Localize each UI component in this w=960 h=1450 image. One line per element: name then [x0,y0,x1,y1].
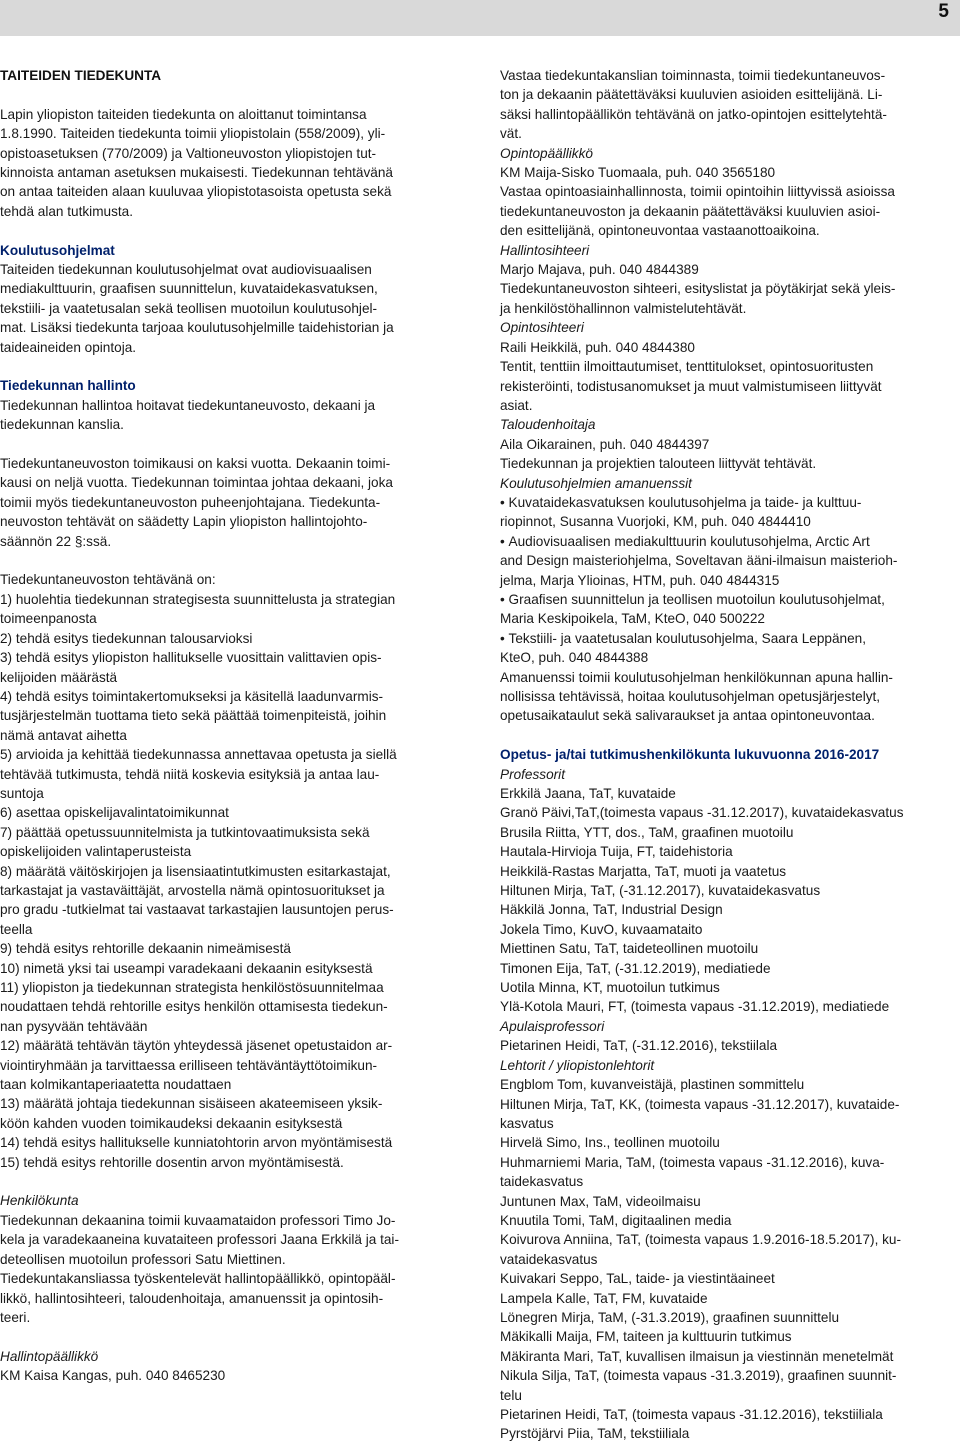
text-line: Miettinen Satu, TaT, taideteollinen muotoilu [500,941,759,957]
text-line: noudattaen tehdä rehtorille esitys henkilön ottamisesta tiedekun- [0,999,388,1015]
left-column [0,66,440,1386]
text-line: 14) tehdä esitys hallitukselle kunniatohtorin arvon myöntämisestä [0,1135,393,1151]
text-line: tusjärjestelmän tuottama tieto sekä päättää toimenpiteistä, joihin [0,708,387,724]
text-line: riopinnot, Susanna Vuorjoki, KM, puh. 040 4844410 [500,514,811,530]
text-line: rekisteröinti, todistusanomukset ja muut valmistumiseen liittyvät [500,378,882,394]
text-line: Juntunen Max, TaM, videoilmaisu [500,1193,701,1209]
subsection-label: Koulutusohjelmien amanuenssit [500,475,692,491]
text-line: Huhmarniemi Maria, TaM, (toimesta vapaus -31.12.2016), kuva- [500,1154,885,1170]
text-line: Knuutila Tomi, TaM, digitaalinen media [500,1212,732,1228]
text-line: säksi hallintopäällikön tehtävänä on jatko-opintojen esittelytehtä- [500,106,887,122]
text-line: 8) määrätä väitöskirjojen ja lisensiaatintutkimusten esitarkastajat, [0,863,391,879]
bullet-item: • Graafisen suunnittelun ja teollisen muotoilun koulutusohjelmat, [500,590,940,609]
text-line: 4) tehdä esitys toimintakertomukseksi ja käsitellä laadunvarmis- [0,688,384,704]
text-line: Uotila Minna, KT, muotoilun tutkimus [500,980,720,996]
text-line: tiedekunnan kanslia. [0,417,124,433]
text-line: Tiedekunnan ja projektien talouteen liittyvät tehtävät. [500,456,817,472]
text-line: köön kahden vuoden toimikaudeksi dekaanin esityksestä [0,1115,343,1131]
text-line: pro gradu -tutkielmat tai vastaavat tarkastajien lausuntojen perus- [0,902,394,918]
text-line: tehdä alan tutkimusta. [0,203,133,219]
text-line: Pietarinen Heidi, TaT, (-31.12.2016), tekstiilala [500,1038,778,1054]
bullet-item: • Tekstiili- ja vaatetusalan koulutusohjelma, Saara Leppänen, [500,629,940,648]
section-heading: Opetus- ja/tai tutkimushenkilökunta lukuvuonna 2016-2017 [500,747,880,763]
subsection-label: Henkilökunta [0,1193,79,1209]
text-line: Tiedekunnan dekaanina toimii kuvaamataidon professori Timo Jo- [0,1212,396,1228]
text-line: likkö, hallintosihteeri, taloudenhoitaja, amanuenssit ja opintosih- [0,1290,384,1306]
text-line: Raili Heikkilä, puh. 040 4844380 [500,339,695,355]
text-line: Vastaa opintoasiainhallinnosta, toimii opintoihin liittyvissä asioissa [500,184,895,200]
text-line: Taiteiden tiedekunnan koulutusohjelmat ovat audiovisuaalisen [0,262,372,278]
text-line: Pyrstöjärvi Piia, TaM, tekstiiliala [500,1426,690,1442]
page-number: 5 [938,1,949,22]
text-line: Engblom Tom, kuvanveistäjä, plastinen sommittelu [500,1077,805,1093]
text-line: 12) määrätä tehtävän täytön yhteydessä jäsenet opetustaidon ar- [0,1038,393,1054]
text-line: Marjo Majava, puh. 040 4844389 [500,262,699,278]
text-line: toimii myös tiedekuntaneuvoston puheenjohtajana. Tiedekunta- [0,494,381,510]
text-line: taan kolmikantaperiaatetta noudattaen [0,1077,232,1093]
text-line: Maria Keskipoikela, TaM, KteO, 040 500222 [500,611,765,627]
subsection-label: Opintosihteeri [500,320,584,336]
text-line: kasvatus [500,1115,554,1131]
text-line: KM Kaisa Kangas, puh. 040 8465230 [0,1368,226,1384]
text-line: tiedekuntaneuvoston ja dekaanin päätettäväksi kuuluvien asioi- [500,203,881,219]
text-line: on antaa taiteiden alaan kuuluvaa yliopistotasoista opetusta sekä [0,184,392,200]
text-line: deteollisen muotoilun professori Satu Miettinen. [0,1251,286,1267]
subsection-label: Apulaisprofessori [500,1018,605,1034]
right-column [500,66,940,1444]
text-line: viointiryhmään ja tarvittaessa erilliseen tehtäväntäyttötoimikun- [0,1057,378,1073]
text-line: Tiedekuntaneuvoston tehtävänä on: [0,572,216,588]
text-line: teella [0,921,33,937]
text-line: opiskelijoiden valintaperusteista [0,844,192,860]
text-line: Häkkilä Jonna, TaT, Industrial Design [500,902,723,918]
text-line: Mäkiranta Mari, TaT, kuvallisen ilmaisun ja viestinnän menetelmät [500,1348,894,1364]
bullet-item: • Kuvataidekasvatuksen koulutusohjelma ja taide- ja kulttuu- [500,493,940,512]
text-line: Tiedekuntakansliassa työskentelevät hallintopäällikkö, opintopääl- [0,1271,396,1287]
text-line: and Design maisteriohjelma, Soveltavan ääni-ilmaisun maisterioh- [500,553,898,569]
text-line: 10) nimetä yksi tai useampi varadekaani dekaanin esityksestä [0,960,373,976]
text-line: opistoasetuksen (770/2009) ja Valtioneuvoston yliopistojen tut- [0,145,377,161]
text-line: suntoja [0,785,44,801]
text-line: asiat. [500,397,533,413]
text-line: nämä antavat aihetta [0,727,127,743]
subsection-label: Opintopäällikkö [500,145,593,161]
text-line: kinnoista antaman asetuksen mukaisesti. Tiedekunnan tehtävänä [0,165,393,181]
text-line: taideaineiden opintoja. [0,339,137,355]
text-line: Lönegren Mirja, TaM, (-31.3.2019), graafinen suunnittelu [500,1309,840,1325]
text-line: KM Maija-Sisko Tuomaala, puh. 040 3565180 [500,165,776,181]
text-line: Hiltunen Mirja, TaT, KK, (toimesta vapaus -31.12.2017), kuvataide- [500,1096,900,1112]
text-line: kelijoiden määrästä [0,669,118,685]
text-line: Hirvelä Simo, Ins., teollinen muotoilu [500,1135,720,1151]
text-line: Lampela Kalle, TaT, FM, kuvataide [500,1290,708,1306]
text-line: KteO, puh. 040 4844388 [500,650,649,666]
text-line: Kuivakari Seppo, TaL, taide- ja viestintäaineet [500,1271,775,1287]
text-line: tekstiili- ja vaatetusalan sekä teollisen muotoilun koulutusohjel- [0,300,378,316]
text-line: den esittelijänä, opintoneuvontaa vastaanottoaikoina. [500,223,820,239]
text-line: 5) arvioida ja kehittää tiedekunnassa annettavaa opetusta ja siellä [0,747,397,763]
text-line: neuvoston tehtävät on säädetty Lapin yliopiston hallintojohto- [0,514,368,530]
text-line: ja henkilöstöhallinnon valmistelutehtävät. [500,300,747,316]
subsection-label: Professorit [500,766,565,782]
text-line: opetusaikataulut sekä salivaraukset ja antaa opintoneuvontaa. [500,708,875,724]
text-line: toimeenpanosta [0,611,97,627]
page-header-bar [0,0,960,36]
text-line: 1.8.1990. Taiteiden tiedekunta toimii yliopistolain (558/2009), yli- [0,126,386,142]
text-line: Koivurova Anniina, TaT, (toimesta vapaus 1.9.2016-18.5.2017), ku- [500,1232,902,1248]
text-line: 1) huolehtia tiedekunnan strategisesta suunnittelusta ja strategian [0,591,396,607]
bullet-item: • Audiovisuaalisen mediakulttuurin koulutusohjelma, Arctic Art [500,532,940,551]
subsection-label: Taloudenhoitaja [500,417,596,433]
text-line: Hiltunen Mirja, TaT, (-31.12.2017), kuvataidekasvatus [500,883,821,899]
subsection-label: Hallintopäällikkö [0,1348,99,1364]
text-line: 13) määrätä johtaja tiedekunnan sisäiseen akateemiseen yksik- [0,1096,383,1112]
text-line: vät. [500,126,522,142]
text-line: Amanuenssi toimii koulutusohjelman henkilökunnan apuna hallin- [500,669,893,685]
section-heading: Tiedekunnan hallinto [0,378,136,394]
text-line: nan pysyvään tehtävään [0,1018,148,1034]
text-line: tarkastajat ja vastaväittäjät, arvostella nämä opintosuoritukset ja [0,882,385,898]
text-line: Mäkikalli Maija, FM, taiteen ja kulttuurin tutkimus [500,1329,792,1345]
section-heading: TAITEIDEN TIEDEKUNTA [0,68,162,83]
text-line: tehtävää tutkimusta, tehdä niitä koskevia esityksiä ja antaa lau- [0,766,380,782]
text-line: 11) yliopiston ja tiedekunnan strategista henkilöstösuunnitelmaa [0,980,384,996]
text-line: nollisissa tehtävissä, hoitaa koulutusohjelman opetusjärjestelyt, [500,689,881,704]
text-line: Nikula Silja, TaT, (toimesta vapaus -31.3.2019), graafinen suunnit- [500,1368,897,1384]
text-line: 3) tehdä esitys yliopiston hallitukselle vuosittain valittavien opis- [0,650,382,666]
text-line: Jokela Timo, KuvO, kuvaamataito [500,921,703,937]
text-line: Lapin yliopiston taiteiden tiedekunta on aloittanut toimintansa [0,106,367,122]
text-line: 2) tehdä esitys tiedekunnan talousarvioksi [0,630,253,646]
text-line: Timonen Eija, TaT, (-31.12.2019), mediatiede [500,960,771,976]
text-line: Ylä-Kotola Mauri, FT, (toimesta vapaus -31.12.2019), mediatiede [500,999,890,1015]
text-line: mat. Lisäksi tiedekunta tarjoaa koulutusohjelmille taidehistorian ja [0,320,394,336]
text-line: mediakulttuurin, graafisen suunnittelun, kuvataidekasvatuksen, [0,281,378,297]
text-line: Tentit, tenttiin ilmoittautumiset, tenttitulokset, opintosuoritusten [500,359,874,375]
section-heading: Koulutusohjelmat [0,242,115,258]
text-line: 7) päättää opetussuunnitelmista ja tutkintovaatimuksista sekä [0,824,370,840]
text-line: Brusila Riitta, YTT, dos., TaM, graafinen muotoilu [500,824,794,840]
text-line: Granö Päivi,TaT,(toimesta vapaus -31.12.2017), kuvataidekasvatus [500,805,904,821]
text-line: Heikkilä-Rastas Marjatta, TaT, muoti ja vaatetus [500,863,787,879]
text-line: 15) tehdä esitys rehtorille dosentin arvon myöntämisestä. [0,1154,344,1170]
text-line: Hautala-Hirvioja Tuija, FT, taidehistoria [500,844,733,860]
text-line: Vastaa tiedekuntakanslian toiminnasta, toimii tiedekuntaneuvos- [500,68,886,83]
text-line: kausi on neljä vuotta. Tiedekunnan toimintaa johtaa dekaani, joka [0,475,393,491]
text-line: vataidekasvatus [500,1251,598,1267]
text-line: Tiedekuntaneuvoston toimikausi on kaksi vuotta. Dekaanin toimi- [0,456,391,472]
text-line: Tiedekuntaneuvoston sihteeri, esityslistat ja pöytäkirjat sekä yleis- [500,281,896,297]
text-line: telu [500,1387,522,1403]
text-line: taidekasvatus [500,1174,584,1190]
subsection-label: Lehtorit / yliopistonlehtorit [500,1057,655,1073]
text-line: jelma, Marja Ylioinas, HTM, puh. 040 4844315 [500,572,780,588]
text-line: 9) tehdä esitys rehtorille dekaanin nimeämisestä [0,941,291,957]
text-line: Tiedekunnan hallintoa hoitavat tiedekuntaneuvosto, dekaani ja [0,397,376,413]
text-line: ton ja dekaanin päätettäväksi kuuluvien asioiden esittelijänä. Li- [500,87,883,103]
text-line: Pietarinen Heidi, TaT, (toimesta vapaus -31.12.2016), tekstiiliala [500,1407,883,1423]
text-line: 6) asettaa opiskelijavalintatoimikunnat [0,805,229,821]
text-line: kela ja varadekaaneina kuvataiteen professori Jaana Erkkilä ja tai- [0,1232,399,1248]
subsection-label: Hallintosihteeri [500,242,590,258]
text-line: säännön 22 §:ssä. [0,533,112,549]
text-line: Erkkilä Jaana, TaT, kuvataide [500,786,676,802]
text-line: Aila Oikarainen, puh. 040 4844397 [500,436,710,452]
text-line: teeri. [0,1309,31,1325]
